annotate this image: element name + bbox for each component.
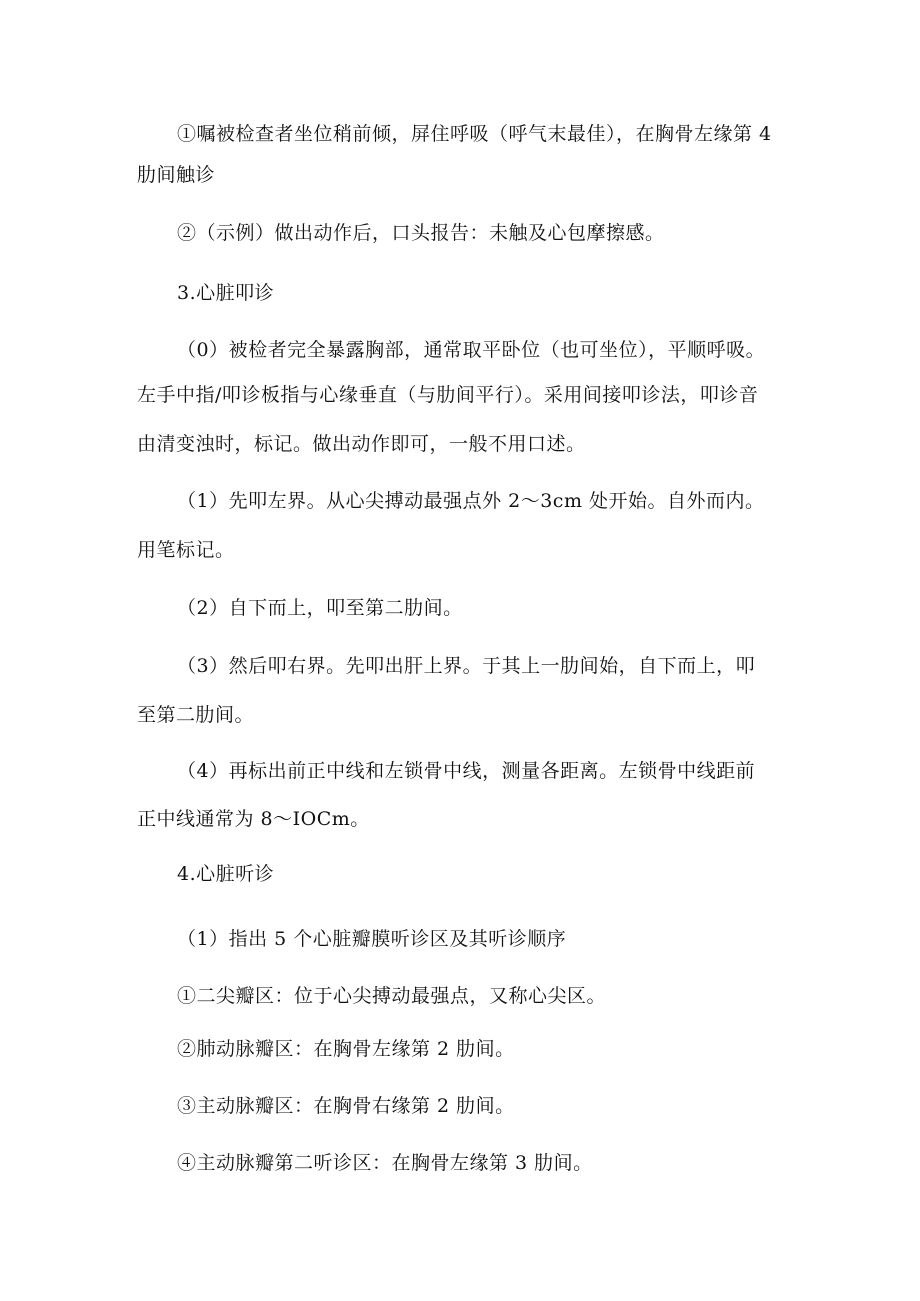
- percussion-step-2: （2）自下而上，叩至第二肋间。: [177, 597, 463, 619]
- percussion-step-4-line-2: 正中线通常为 8～IOCm。: [137, 808, 370, 830]
- percussion-step-4-line-1: （4）再标出前正中线和左锁骨中线，测量各距离。左锁骨中线距前: [177, 760, 756, 782]
- percussion-step-0-line-2: 左手中指/叩诊板指与心缘垂直（与肋间平行）。采用间接叩诊法，叩诊音: [137, 384, 759, 406]
- auscultation-area-3: ③主动脉瓣区：在胸骨右缘第 2 肋间。: [177, 1095, 515, 1117]
- percussion-step-1-line-2: 用笔标记。: [137, 539, 235, 561]
- palpation-step-1-line-2: 肋间触诊: [137, 164, 216, 186]
- percussion-step-3-line-1: （3）然后叩右界。先叩出肝上界。于其上一肋间始，自下而上，叩: [177, 655, 756, 677]
- auscultation-area-1: ①二尖瓣区：位于心尖搏动最强点，又称心尖区。: [177, 985, 607, 1007]
- palpation-step-1-line-1: ①嘱被检查者坐位稍前倾，屏住呼吸（呼气末最佳），在胸骨左缘第 4: [177, 123, 772, 145]
- auscultation-step-1: （1）指出 5 个心脏瓣膜听诊区及其听诊顺序: [177, 928, 567, 950]
- auscultation-area-4: ④主动脉瓣第二听诊区：在胸骨左缘第 3 肋间。: [177, 1152, 593, 1174]
- section-3-heading: 3.心脏叩诊: [177, 282, 275, 304]
- palpation-step-2-line-1: ②（示例）做出动作后，口头报告：未触及心包摩擦感。: [177, 222, 665, 244]
- percussion-step-3-line-2: 至第二肋间。: [137, 704, 255, 726]
- percussion-step-0-line-3: 由清变浊时，标记。做出动作即可，一般不用口述。: [137, 433, 586, 455]
- auscultation-area-2: ②肺动脉瓣区：在胸骨左缘第 2 肋间。: [177, 1038, 515, 1060]
- section-4-heading: 4.心脏听诊: [177, 863, 275, 885]
- percussion-step-1-line-1: （1）先叩左界。从心尖搏动最强点外 2～3cm 处开始。自外而内。: [177, 490, 765, 512]
- percussion-step-0-line-1: （0）被检者完全暴露胸部，通常取平卧位（也可坐位），平顺呼吸。: [177, 339, 766, 361]
